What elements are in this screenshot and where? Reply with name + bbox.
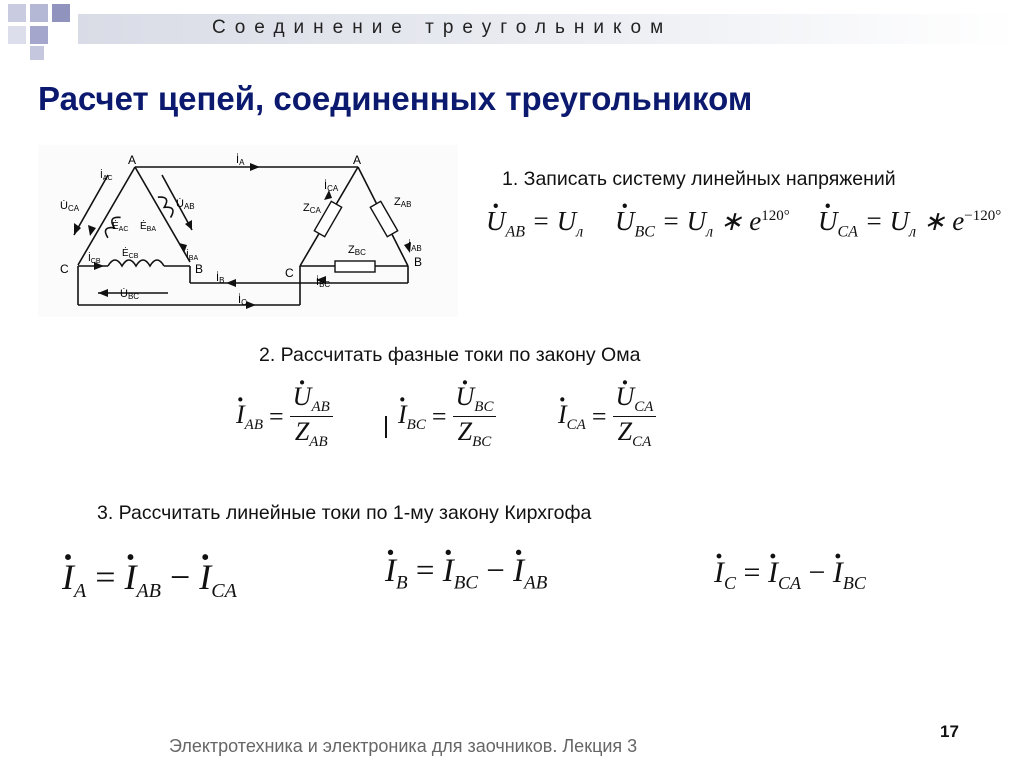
current-ib-label: İB: [216, 272, 225, 285]
voltage-equation-bc: · $U_{BC} = U_л$ ∗ $e^{120^\circ}$: [615, 206, 790, 241]
ohm-equation-bc: · $I_{BC}$ = · $U_{BC}$ $Z_{BC}$: [398, 382, 496, 451]
decor-square: [30, 4, 48, 22]
footer-text: Электротехника и электроника для заочников. Лекция 3: [169, 736, 638, 756]
emf-ecb-label: $Ė_{CB}$: [122, 248, 139, 260]
voltage-equation-ab: · $U_{AB} = U_л$: [486, 206, 583, 241]
current-ia-label: İA: [236, 154, 245, 167]
emf-eac-label: $Ė_{AC}$: [112, 221, 129, 233]
current-iab-label: İAB: [408, 240, 422, 253]
decor-square: [30, 26, 48, 44]
node-c-label: C: [60, 262, 69, 276]
current-icb-label: $İ_{CB}$: [88, 253, 101, 265]
header-title: Соединение треугольником: [212, 17, 673, 38]
slide-title: Расчет цепей, соединенных треугольником: [38, 80, 753, 117]
page-number: 17: [940, 722, 959, 741]
current-ibc-label: İBC: [316, 276, 331, 289]
kirchhoff-equation-b: · $I_B$ = · $I_{BC}$ − · $I_{AB}$: [385, 553, 547, 595]
step-1-label: 1. Записать систему линейных напряжений: [502, 168, 896, 190]
impedance-zab-label: ZAB: [394, 196, 412, 209]
kirchhoff-equation-a: · $I_A$ = · $I_{AB}$ − · $I_{CA}$: [62, 556, 237, 603]
node-c-load-label: C: [285, 266, 294, 280]
emf-eba-label: $Ė_{BA}$: [140, 221, 157, 233]
voltage-uab-label: U̇AB: [176, 198, 195, 211]
impedance-zbc-label: ZBC: [348, 244, 366, 257]
node-b-load-label: B: [414, 255, 423, 269]
kirchhoff-equation-c: · $I_C$ = · $I_{CA}$ − · $I_{BC}$: [714, 556, 866, 594]
text-cursor: [385, 416, 387, 438]
decor-square: [30, 46, 44, 60]
current-iac-label: $İ_{AC}$: [100, 170, 113, 182]
voltage-uca-label: U̇CA: [60, 200, 80, 213]
node-a-label: A: [128, 153, 137, 167]
ohm-equation-ab: · $I_{AB}$ = · $U_{AB}$ $Z_{AB}$: [236, 382, 333, 451]
node-b-label: B: [195, 262, 204, 276]
decor-square: [8, 26, 26, 44]
impedance-zca-label: ZCA: [303, 202, 321, 215]
current-ica-label: İCA: [324, 180, 339, 193]
step-3-label: 3. Рассчитать линейные токи по 1-му закону Кирхгофа: [97, 502, 592, 524]
step-2-label: 2. Рассчитать фазные токи по закону Ома: [259, 344, 641, 366]
decor-square: [52, 4, 70, 22]
ohm-equation-ca: · $I_{CA}$ = · $U_{CA}$ $Z_{CA}$: [558, 382, 656, 451]
decor-square: [8, 4, 26, 22]
delta-circuit-diagram: [38, 145, 458, 317]
voltage-equation-ca: · $U_{CA} = U_л$ ∗ $e^{-120^\circ}$: [818, 206, 1001, 241]
voltage-ubc-label: U̇BC: [120, 288, 140, 301]
node-a-load-label: A: [353, 153, 362, 167]
current-iba-label: $İ_{BA}$: [186, 250, 199, 262]
current-ic-label: İC: [238, 294, 247, 307]
